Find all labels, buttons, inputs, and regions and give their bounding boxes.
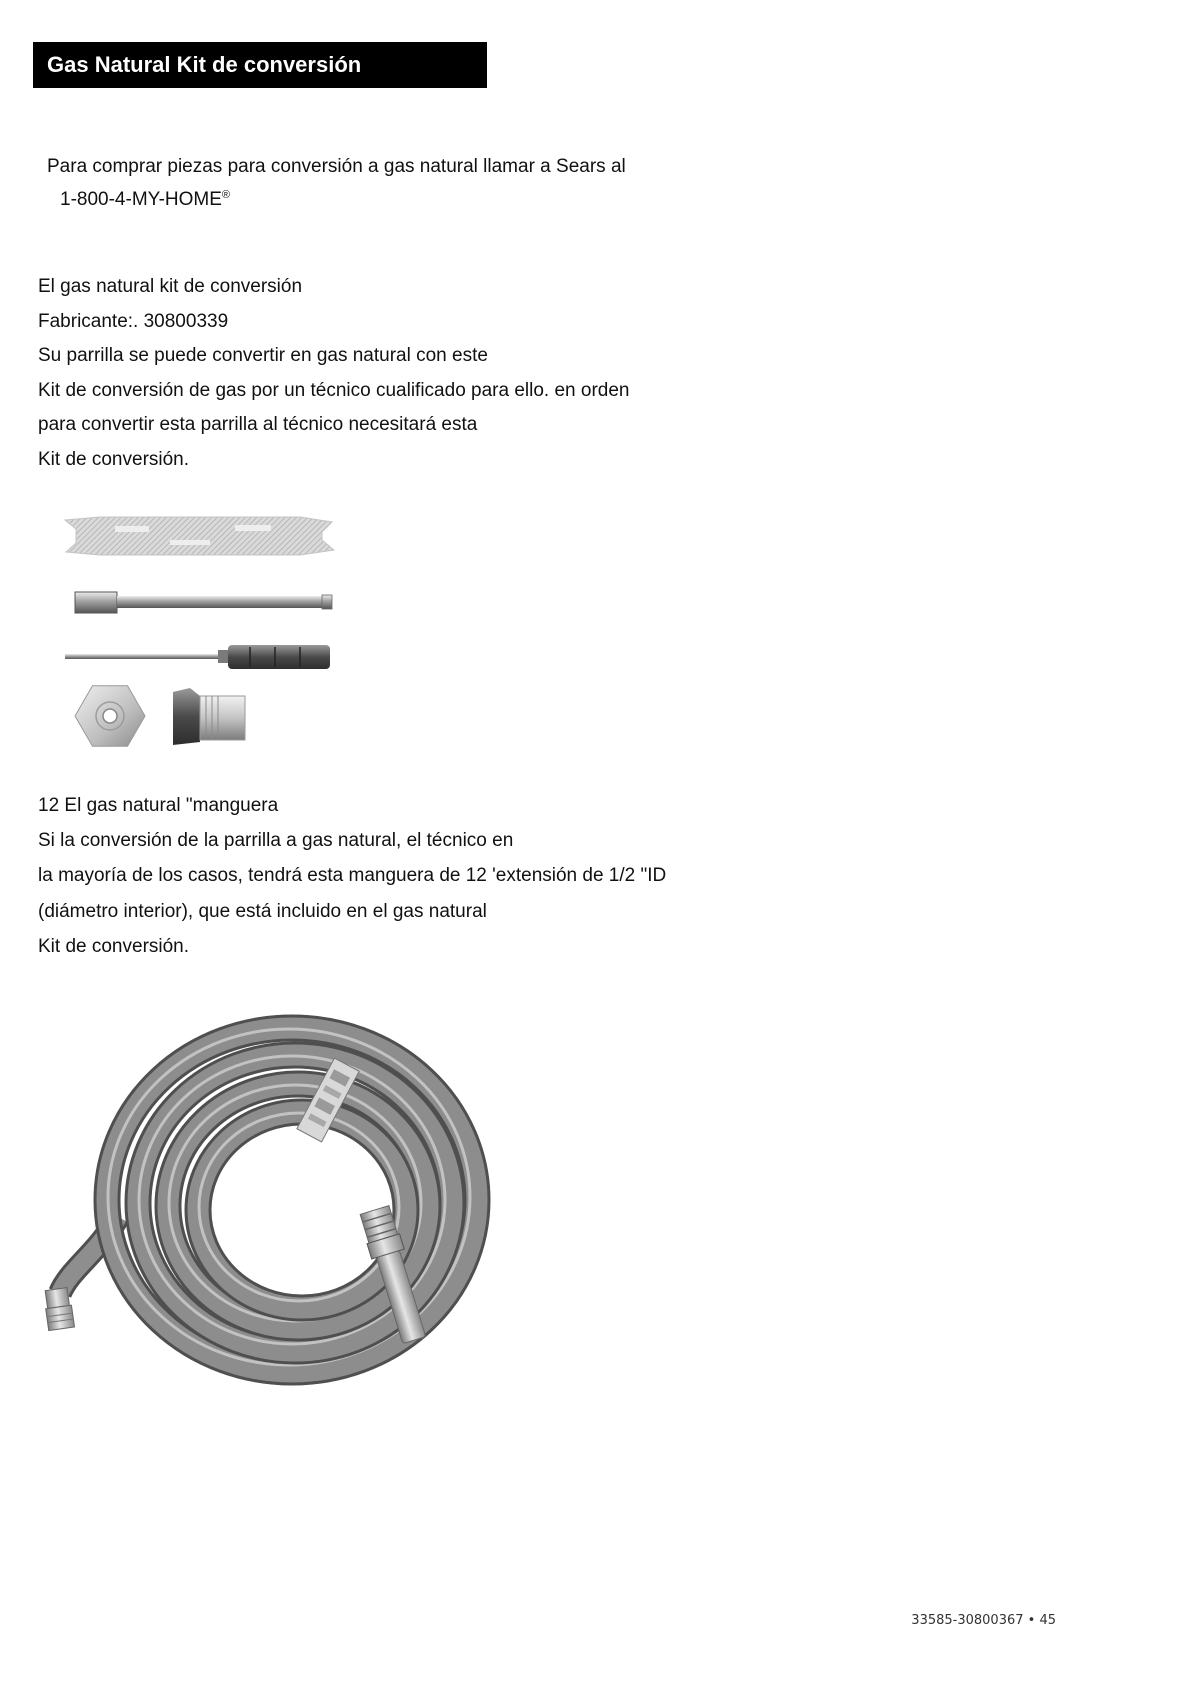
phone-number — [60, 188, 230, 212]
registered-mark: ® — [221, 189, 231, 201]
page-title: Gas Natural Kit de conversión — [47, 52, 362, 77]
kit-line: para convertir esta parrilla al técnico necesitará esta — [38, 414, 478, 436]
screwdriver-icon — [65, 645, 330, 669]
kit-line: Kit de conversión. — [38, 448, 190, 470]
hose-line: 12 El gas natural "manguera — [38, 795, 279, 816]
kit-line: Fabricante:. 30800339 — [38, 310, 229, 332]
hose-coil — [107, 1028, 477, 1372]
gas-hose-icon — [40, 1005, 500, 1395]
nut-driver-icon — [75, 592, 332, 613]
hose-line: (diámetro interior), que está incluido en el gas natural — [38, 900, 487, 922]
phone-number-text: 1-800-4-MY-HOME — [60, 189, 222, 210]
hose-line: Kit de conversión. — [38, 935, 190, 957]
kit-description — [38, 270, 630, 478]
hose-description — [38, 788, 666, 964]
fitting-icon — [173, 688, 245, 745]
kit-line: Kit de conversión de gas por un técnico cualificado para ello. en orden — [38, 379, 630, 401]
hose-line: Si la conversión de la parrilla a gas natural, el técnico en — [38, 830, 514, 852]
kit-parts-illustration — [60, 510, 350, 755]
kit-line: El gas natural kit de conversión — [38, 276, 303, 297]
page-number: 33585-30800367 • 45 — [911, 1613, 1056, 1628]
wrench-icon — [65, 517, 334, 555]
kit-line: Su parrilla se puede convertir en gas natural con este — [38, 345, 488, 367]
header-bar — [33, 42, 487, 88]
intro-text: Para comprar piezas para conversión a gas natural llamar a Sears al — [47, 156, 626, 177]
orifice-icon — [75, 686, 145, 747]
hose-line: la mayoría de los casos, tendrá esta manguera de 12 'extensión de 1/2 "ID — [38, 865, 667, 887]
